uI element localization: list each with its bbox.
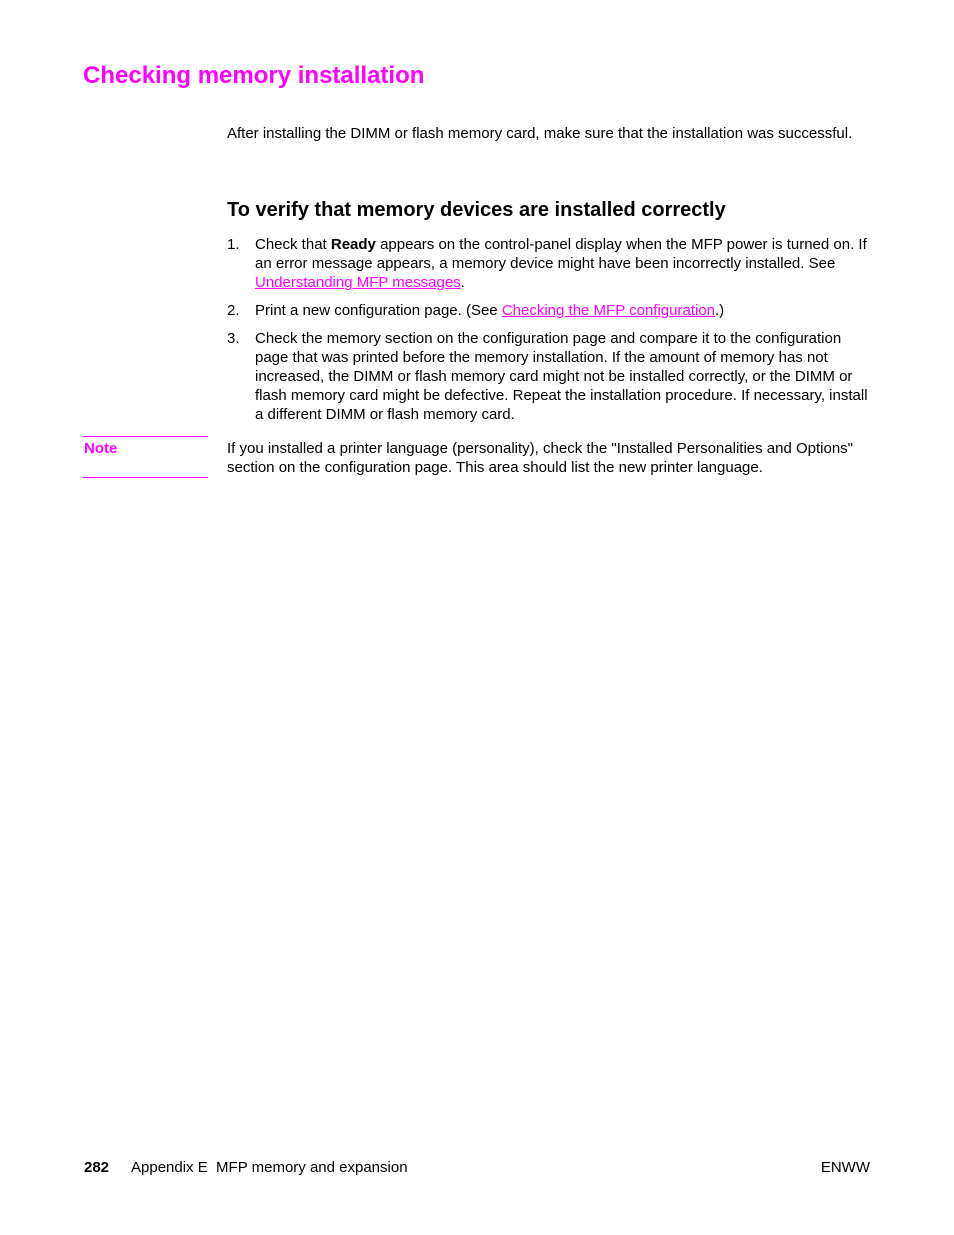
- step-item: [227, 235, 872, 292]
- note-top-rule: [83, 436, 208, 437]
- footer-page-number: 282: [84, 1159, 110, 1176]
- step-text: .): [715, 302, 725, 319]
- step-text: appears on the control-panel display when the MFP power is turned on. If an error message appears, a memory device might have been incorrectly installed. See: [255, 236, 867, 272]
- step-item: [227, 329, 872, 424]
- step-number: 1.: [227, 236, 240, 253]
- step-number: 2.: [227, 302, 240, 319]
- section-heading: To verify that memory devices are installed correctly: [227, 199, 726, 221]
- step-number: 3.: [227, 330, 240, 347]
- link-understanding-mfp-messages[interactable]: Understanding MFP messages: [255, 274, 461, 291]
- link-checking-mfp-configuration[interactable]: Checking the MFP configuration: [501, 302, 715, 319]
- note-text: If you installed a printer language (personality), check the "Installed Personalities and Options" section on the configuration page. This area should list the new printer language.: [227, 440, 854, 476]
- steps-list: [227, 235, 872, 433]
- step-text: Check the memory section on the configuration page and compare it to the configuration page that was printed before the memory installation. If the amount of memory has not increased, the DIMM or flash memory card might not be installed correctly, or the DIMM or flash memory card might be defective. Repeat the installation procedure. If necessary, install a different DIMM or flash memory card.: [255, 330, 868, 423]
- footer-edition-code: ENWW: [820, 1159, 870, 1176]
- step-text: .: [460, 274, 465, 291]
- intro-paragraph: After installing the DIMM or flash memory card, make sure that the installation was successful.: [227, 125, 853, 142]
- page-title: Checking memory installation: [83, 62, 425, 89]
- note-bottom-rule: [83, 477, 208, 478]
- ready-keyword: Ready: [330, 236, 376, 253]
- footer-chapter-title: Appendix E MFP memory and expansion: [131, 1159, 408, 1176]
- step-text: Print a new configuration page. (See: [255, 302, 502, 319]
- step-text: Check that: [255, 236, 331, 253]
- note-label: Note: [84, 440, 118, 457]
- step-item: [227, 301, 872, 320]
